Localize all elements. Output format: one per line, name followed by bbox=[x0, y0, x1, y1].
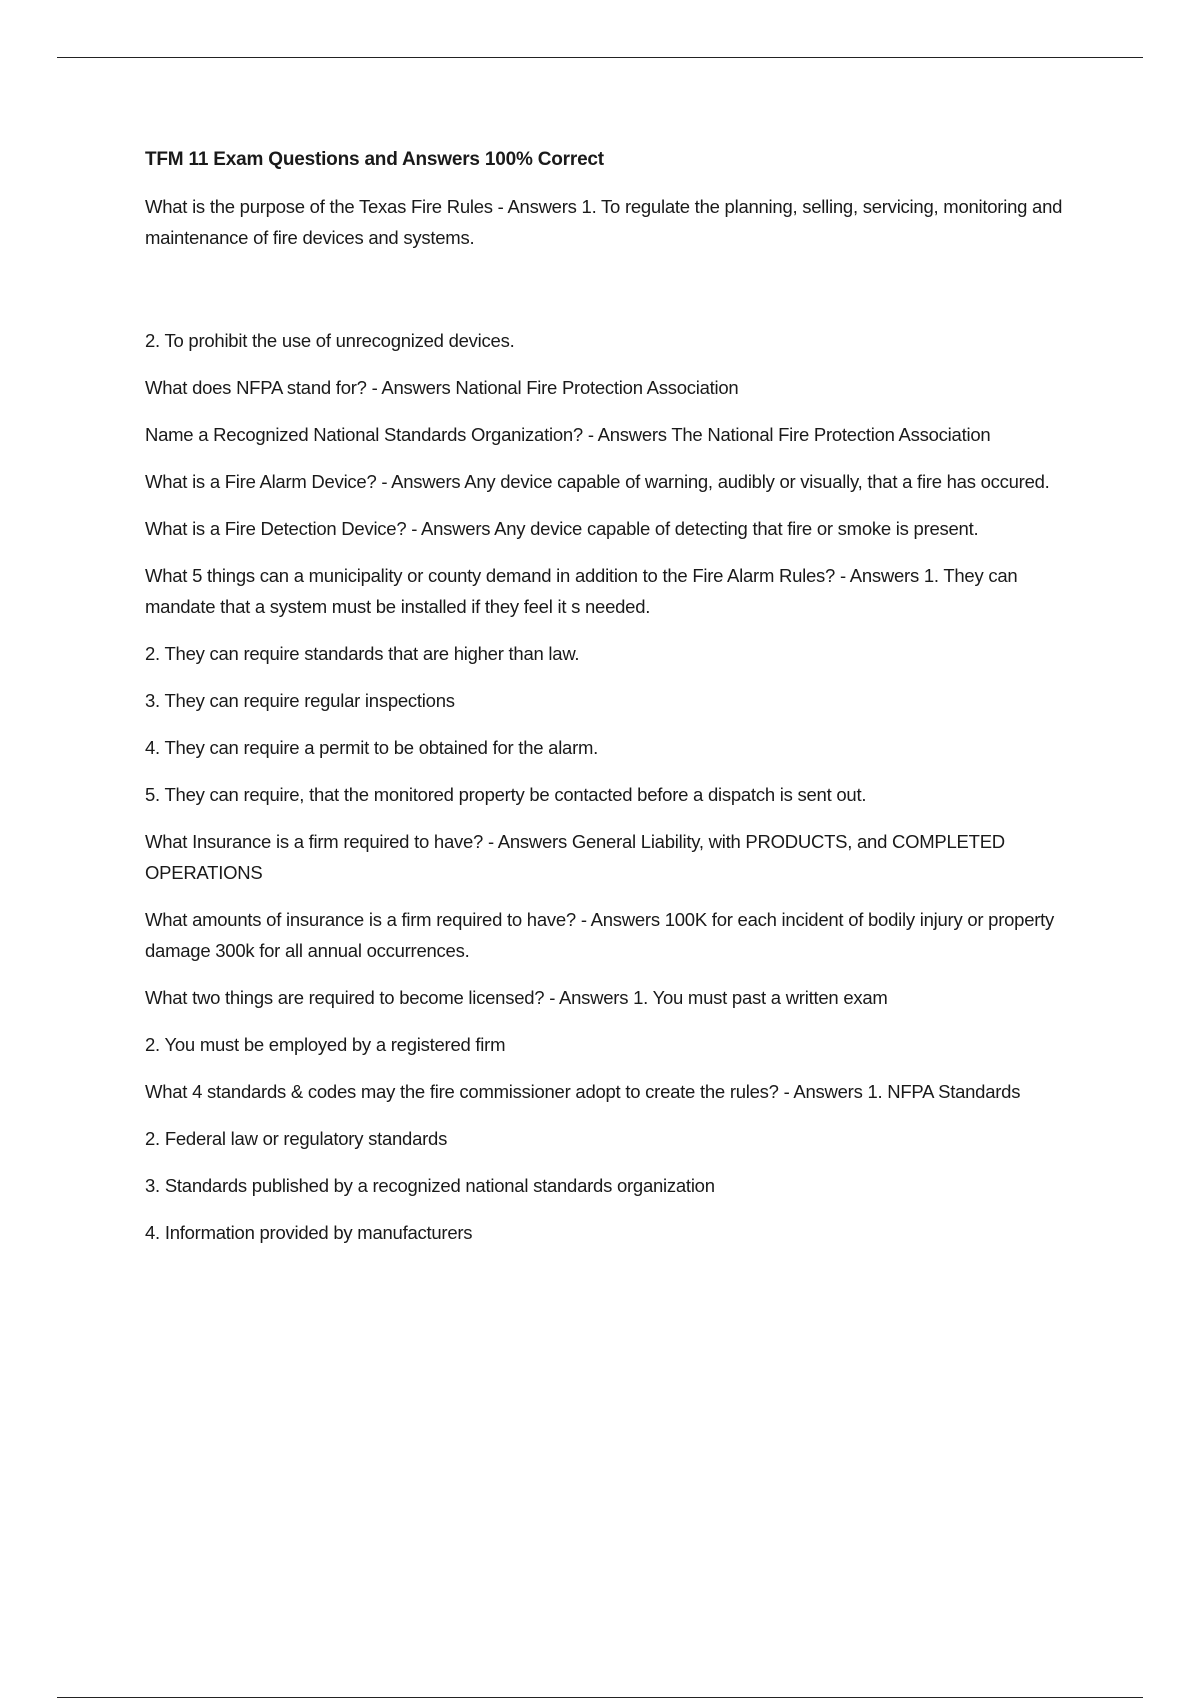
footer-rule bbox=[57, 1697, 1143, 1698]
qa-paragraph: 5. They can require, that the monitored property be contacted before a dispatch is sent out. bbox=[145, 784, 867, 805]
qa-paragraph: What does NFPA stand for? - Answers National Fire Protection Association bbox=[145, 377, 739, 398]
header-rule bbox=[57, 57, 1143, 58]
qa-paragraph: What two things are required to become licensed? - Answers 1. You must past a written exam bbox=[145, 987, 888, 1008]
qa-paragraph: What amounts of insurance is a firm required to have? - Answers 100K for each incident of bodily injury or property damage 300k for all annual occurrences. bbox=[145, 909, 1055, 961]
qa-paragraph: 3. They can require regular inspections bbox=[145, 690, 455, 711]
qa-paragraph: 2. To prohibit the use of unrecognized devices. bbox=[145, 330, 515, 351]
qa-paragraph: What 5 things can a municipality or county demand in addition to the Fire Alarm Rules? - Answers 1. They can mandate that a system must be installed if they feel it s needed. bbox=[145, 565, 1018, 617]
qa-paragraph: What Insurance is a firm required to have? - Answers General Liability, with PRODUCTS, and COMPLETED OPERATIONS bbox=[145, 831, 1005, 883]
qa-paragraph: 3. Standards published by a recognized national standards organization bbox=[145, 1175, 715, 1196]
qa-paragraph: What 4 standards & codes may the fire commissioner adopt to create the rules? - Answers 1. NFPA Standards bbox=[145, 1081, 1021, 1102]
qa-paragraph: 4. Information provided by manufacturers bbox=[145, 1222, 473, 1243]
qa-paragraph: 2. Federal law or regulatory standards bbox=[145, 1128, 448, 1149]
document-title: TFM 11 Exam Questions and Answers 100% Correct bbox=[145, 149, 604, 170]
qa-paragraph: What is a Fire Alarm Device? - Answers Any device capable of warning, audibly or visually, that a fire has occured. bbox=[145, 471, 1050, 492]
qa-paragraph: 4. They can require a permit to be obtained for the alarm. bbox=[145, 737, 599, 758]
qa-paragraph: Name a Recognized National Standards Organization? - Answers The National Fire Protection Association bbox=[145, 424, 991, 445]
qa-paragraph: What is a Fire Detection Device? - Answers Any device capable of detecting that fire or smoke is present. bbox=[145, 518, 979, 539]
qa-paragraph: 2. They can require standards that are higher than law. bbox=[145, 643, 580, 664]
qa-paragraph: What is the purpose of the Texas Fire Rules - Answers 1. To regulate the planning, selling, servicing, monitoring and maintenance of fire devices and systems. bbox=[145, 196, 1063, 248]
document-body bbox=[145, 145, 1090, 1264]
qa-paragraph: 2. You must be employed by a registered firm bbox=[145, 1034, 506, 1055]
